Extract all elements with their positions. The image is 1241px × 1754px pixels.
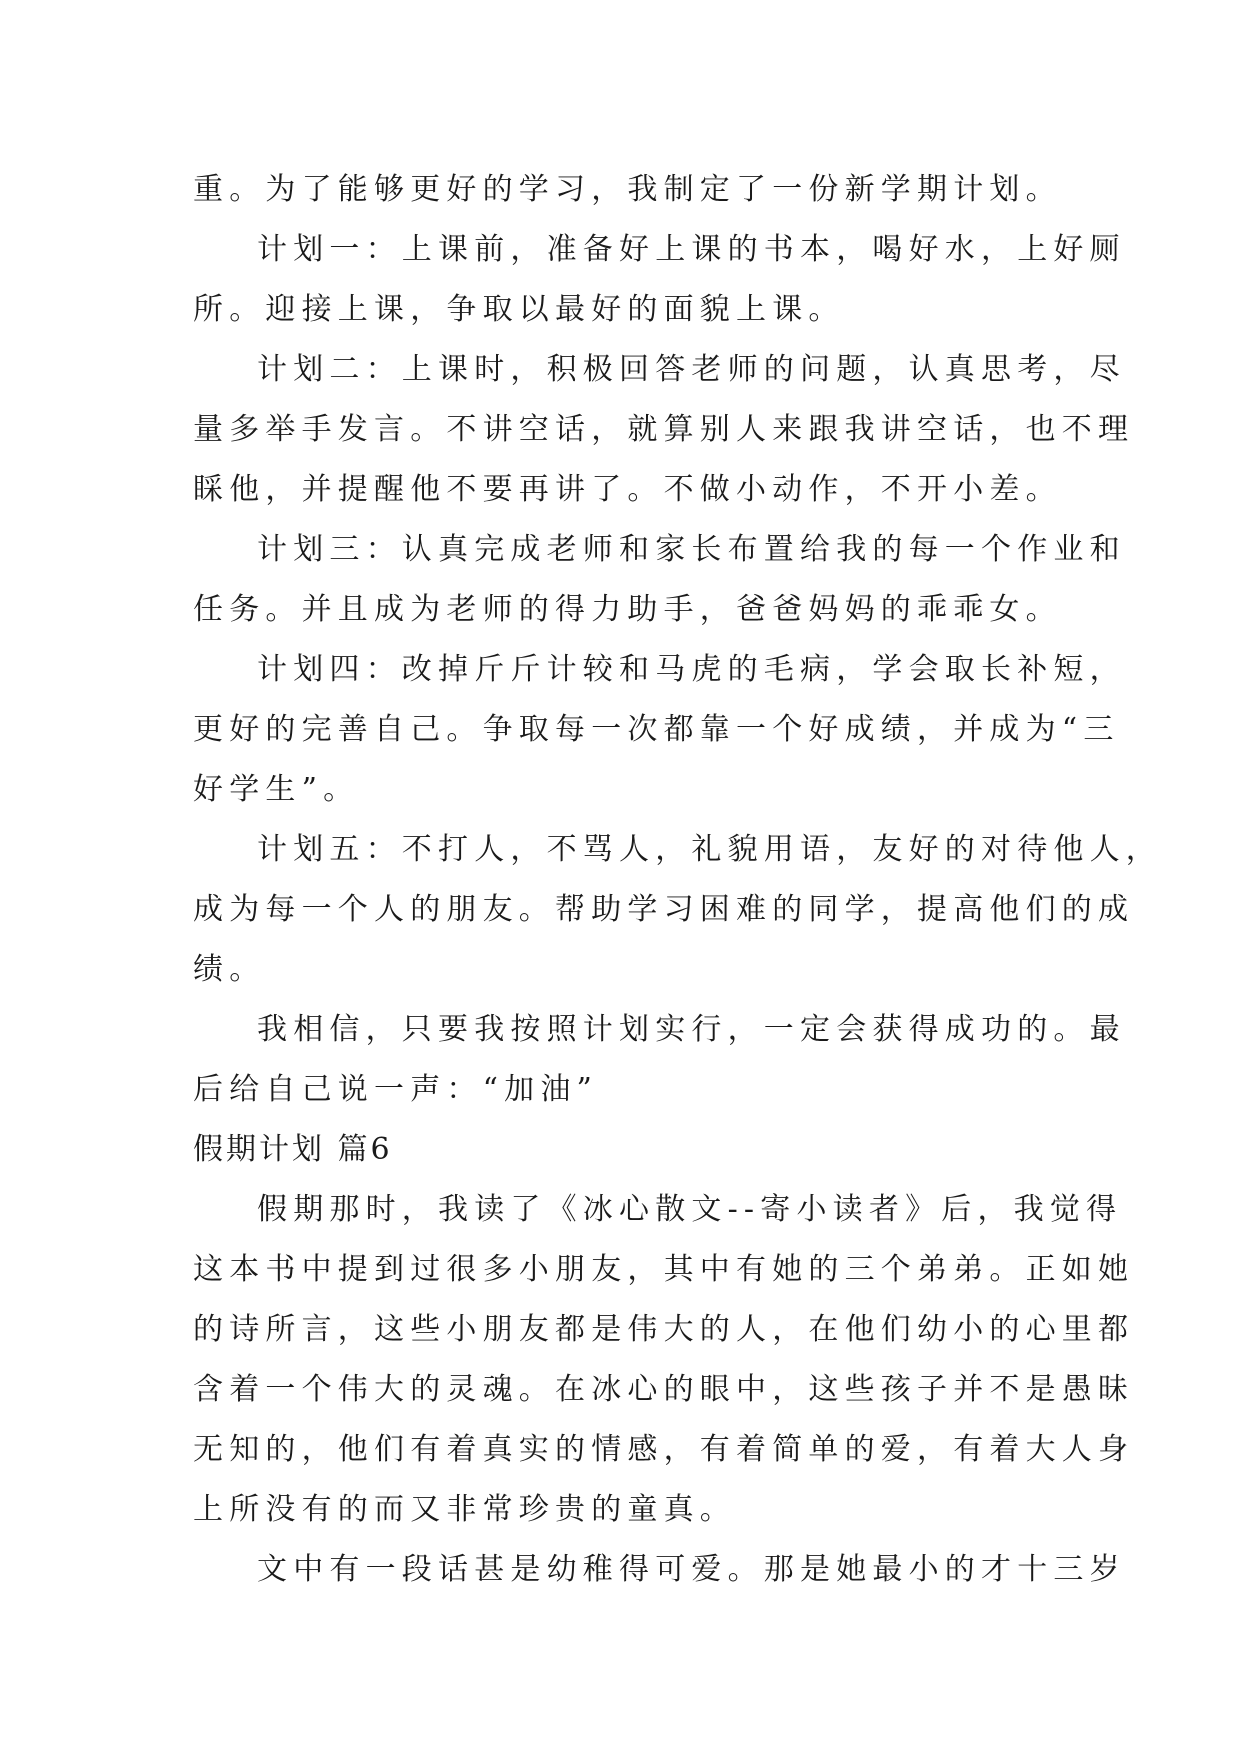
text-line: 睬他，并提醒他不要再讲了。不做小动作，不开小差。: [193, 472, 1062, 507]
text-line: 上所没有的而又非常珍贵的童真。: [193, 1492, 736, 1527]
document-page: [193, 160, 1162, 1600]
text-line: 量多举手发言。不讲空话，就算别人来跟我讲空话，也不理: [193, 412, 1135, 447]
text-line: 所。迎接上课，争取以最好的面貌上课。: [193, 292, 845, 327]
text-line: 的诗所言，这些小朋友都是伟大的人，在他们幼小的心里都: [193, 1312, 1135, 1347]
text-line: 绩。: [193, 952, 266, 987]
text-line: 文中有一段话甚是幼稚得可爱。那是她最小的才十三岁: [257, 1552, 1126, 1587]
text-line: 这本书中提到过很多小朋友，其中有她的三个弟弟。正如她: [193, 1252, 1135, 1287]
text-line: 后给自己说一声：“加油”: [193, 1072, 599, 1107]
text-line: 假期那时，我读了《冰心散文--寄小读者》后，我觉得: [257, 1192, 1123, 1227]
text-line: 无知的，他们有着真实的情感，有着简单的爱，有着大人身: [193, 1432, 1135, 1467]
text-line: 计划一：上课前，准备好上课的书本，喝好水，上好厕: [257, 232, 1126, 267]
text-line: 含着一个伟大的灵魂。在冰心的眼中，这些孩子并不是愚昧: [193, 1372, 1135, 1407]
text-line: 重。为了能够更好的学习，我制定了一份新学期计划。: [193, 172, 1062, 207]
section-heading: 假期计划 篇6: [193, 1132, 393, 1167]
text-line: 计划二：上课时，积极回答老师的问题，认真思考，尽: [257, 352, 1126, 387]
text-line: 好学生”。: [193, 772, 360, 807]
text-line: 计划三：认真完成老师和家长布置给我的每一个作业和: [257, 532, 1126, 567]
text-line: 更好的完善自己。争取每一次都靠一个好成绩，并成为“三: [193, 712, 1120, 747]
text-line: 我相信，只要我按照计划实行，一定会获得成功的。最: [257, 1012, 1126, 1047]
text-line: 计划四：改掉斤斤计较和马虎的毛病，学会取长补短，: [257, 652, 1126, 687]
text-line: 任务。并且成为老师的得力助手，爸爸妈妈的乖乖女。: [193, 592, 1062, 627]
text-line: 成为每一个人的朋友。帮助学习困难的同学，提高他们的成: [193, 892, 1135, 927]
text-line: 计划五：不打人，不骂人，礼貌用语，友好的对待他人，: [257, 832, 1162, 867]
